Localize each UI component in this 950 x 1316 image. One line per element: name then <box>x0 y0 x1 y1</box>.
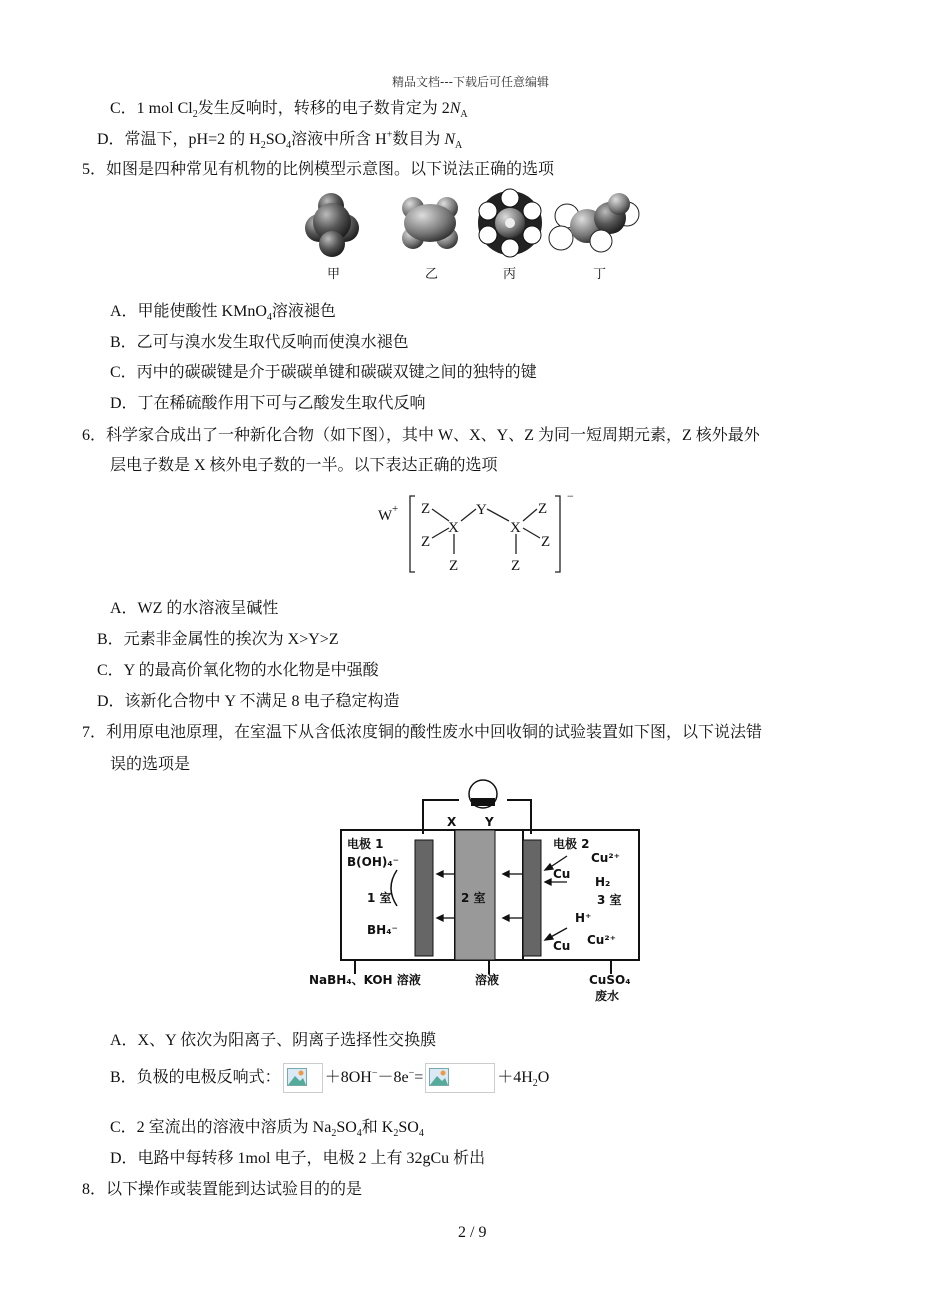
q6-option-d: D．该新化合物中 Y 不满足 8 电子稳定构造 <box>97 693 400 710</box>
struct-x2: X <box>510 520 521 536</box>
q7-stem-line1: 7．利用原电池原理，在室温下从含低浓度铜的酸性废水中回收铜的试验装置如下图，以下说法错 <box>82 724 763 741</box>
membrane-x-label: X <box>447 815 457 829</box>
room-2-label: 2 室 <box>461 891 486 905</box>
q7-option-a: A．X、Y 依次为阳离子、阴离子选择性交换膜 <box>110 1032 437 1049</box>
cu-label-b: Cu <box>553 939 571 953</box>
cu2-label-a: Cu²⁺ <box>591 851 620 865</box>
q5-option-d: D．丁在稀硫酸作用下可与乙酸发生取代反响 <box>110 395 426 412</box>
struct-z1: Z <box>421 501 431 517</box>
q8-stem: 8．以下操作或装置能到达试验目的的是 <box>82 1181 363 1198</box>
q6-option-c: C．Y 的最高价氧化物的水化物是中强酸 <box>97 662 379 679</box>
bh-label: BH₄⁻ <box>367 923 398 937</box>
struct-z6: Z <box>511 558 521 574</box>
struct-x1: X <box>448 520 459 536</box>
membrane-y-label: Y <box>485 815 494 829</box>
model-ding <box>549 193 639 252</box>
struct-z3: Z <box>538 501 548 517</box>
q7-option-b: B．负极的电极反响式： ＋8OH−－8e−= $+4H_2O$ <box>110 1062 549 1094</box>
q7-option-d: D．电路中每转移 1mol 电子，电极 2 上有 32gCu 析出 <box>110 1150 486 1167</box>
cu-label-a: Cu <box>553 867 571 881</box>
electrode-1-label: 电极 1 <box>347 837 384 851</box>
struct-z2: Z <box>421 534 431 550</box>
h2-label: H₂ <box>595 875 611 889</box>
model-yi <box>402 197 458 249</box>
label-bing: 丙 <box>503 267 517 282</box>
struct-minus: − <box>567 489 574 503</box>
inlet-3a-label: CuSO₄ <box>589 973 631 987</box>
q5-option-c: C．丙中的碳碳键是介于碳碳单键和碳碳双键之间的独特的键 <box>110 364 537 381</box>
broken-image-icon <box>425 1063 495 1093</box>
q6-option-a: A．WZ 的水溶液呈碱性 <box>110 600 279 617</box>
inlet-2-label: 溶液 <box>475 973 500 987</box>
q4-option-d: D．常温下，pH=2 的 $H_2SO_4$溶液中所含 H+数目为 $N_A$ <box>97 129 463 152</box>
q6-stem-line2: 层电子数是 X 核外电子数的一半。以下表达正确的选项 <box>110 457 498 474</box>
q6-option-b: B．元素非金属性的挨次为 X>Y>Z <box>97 631 339 648</box>
page-header: 精品文档---下载后可任意编辑 <box>392 75 549 89</box>
q7-stem-line2: 误的选项是 <box>110 756 191 773</box>
inlet-1-label: NaBH₄、KOH 溶液 <box>309 973 421 987</box>
electrode-2-bar <box>523 840 541 956</box>
electrode-1-bar <box>415 840 433 956</box>
q4-option-c: C．1 mol $Cl_2$发生反响时，转移的电子数肯定为 $2N_A$ <box>110 100 468 121</box>
q5-option-a: A．甲能使酸性 KMnO$_4$溶液褪色 <box>110 303 336 324</box>
q5-stem: 5．如图是四种常见有机物的比例模型示意图。以下说法正确的选项 <box>82 161 555 178</box>
model-bing <box>478 189 542 257</box>
bulb-icon <box>469 780 497 808</box>
room-3-label: 3 室 <box>597 893 622 907</box>
q6-stem-line1: 6．科学家合成出了一种新化合物（如下图），其中 W、X、Y、Z 为同一短周期元素，Z 核外最外 <box>82 427 760 444</box>
cu2-label-b: Cu²⁺ <box>587 933 616 947</box>
struct-y: Y <box>476 502 487 518</box>
electrode-2-label: 电极 2 <box>553 837 590 851</box>
struct-w: W <box>378 508 393 524</box>
struct-w-plus: + <box>392 503 399 515</box>
compound-structure-figure <box>375 488 585 580</box>
boh-label: B(OH)₄⁻ <box>347 855 399 869</box>
label-yi: 乙 <box>425 267 439 282</box>
battery-apparatus-figure <box>305 778 650 1006</box>
q7-option-c: C．2 室流出的溶液中溶质为 $Na_2SO_4$和 $K_2SO_4$ <box>110 1119 424 1140</box>
room-1-label: 1 室 <box>367 891 392 905</box>
model-jia <box>305 193 359 257</box>
page-number: 2 / 9 <box>458 1224 487 1241</box>
inlet-3b-label: 废水 <box>595 989 620 1003</box>
molecule-models-figure <box>305 186 645 282</box>
broken-image-icon <box>283 1063 323 1093</box>
q5-option-b: B．乙可与溴水发生取代反响而使溴水褪色 <box>110 334 409 351</box>
hplus-label: H⁺ <box>575 911 592 925</box>
label-jia: 甲 <box>327 267 341 282</box>
struct-z4: Z <box>541 534 551 550</box>
struct-z5: Z <box>449 558 459 574</box>
label-ding: 丁 <box>593 267 607 282</box>
